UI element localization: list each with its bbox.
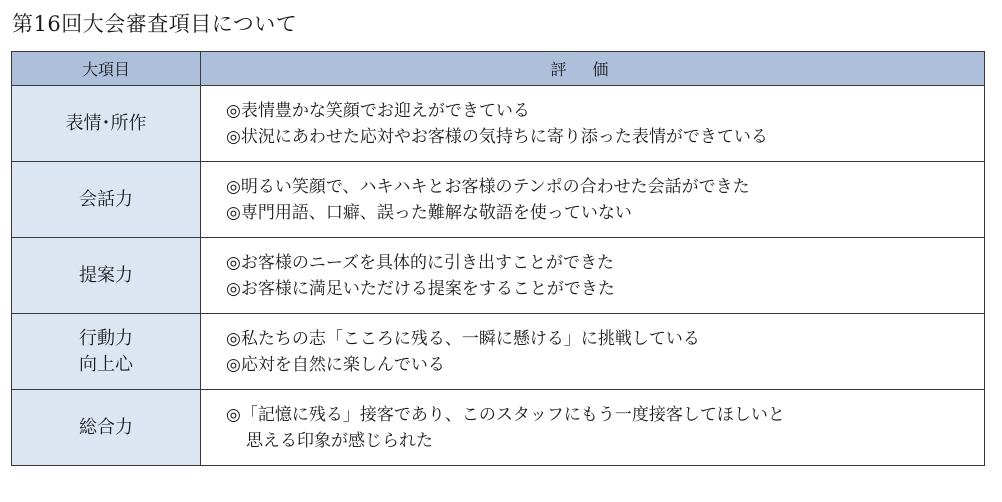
category-cell: 表情･所作 — [12, 86, 201, 162]
header-category: 大項目 — [12, 52, 201, 86]
criterion-line: 思える印象が感じられた — [246, 430, 433, 451]
criteria-cell — [201, 86, 985, 162]
category-cell: 行動力 向上心 — [12, 314, 201, 390]
evaluation-table — [11, 51, 985, 466]
criterion-line: ◎応対を自然に楽しんでいる — [226, 354, 445, 375]
criterion-line: ◎状況にあわせた応対やお客様の気持ちに寄り添った表情ができている — [226, 126, 768, 147]
criterion-line: ◎専門用語、口癖、誤った難解な敬語を使っていない — [226, 202, 632, 223]
criterion-line: ◎表情豊かな笑顔でお迎えができている — [226, 100, 530, 121]
criterion-line: ◎私たちの志「こころに残る、一瞬に懸ける」に挑戦している — [226, 328, 700, 349]
page-title: 第16回大会審査項目について — [12, 12, 298, 36]
table-row — [12, 390, 985, 466]
table-row — [12, 238, 985, 314]
criterion-line: ◎お客様のニーズを具体的に引き出すことができた — [226, 252, 614, 273]
criteria-cell — [201, 390, 985, 466]
criterion-line: ◎「記憶に残る」接客であり、このスタッフにもう一度接客してほしいと — [226, 404, 785, 425]
table-row — [12, 314, 985, 390]
table-row — [12, 162, 985, 238]
header-evaluation: 評価 — [201, 52, 985, 86]
criterion-line: ◎お客様に満足いただける提案をすることができた — [226, 278, 615, 299]
category-cell: 提案力 — [12, 238, 201, 314]
table-row — [12, 86, 985, 162]
category-cell: 会話力 — [12, 162, 201, 238]
criterion-line: ◎明るい笑顔で、ハキハキとお客様のテンポの合わせた会話ができた — [226, 176, 750, 197]
criteria-cell — [201, 238, 985, 314]
criteria-cell — [201, 314, 985, 390]
criteria-cell — [201, 162, 985, 238]
category-cell: 総合力 — [12, 390, 201, 466]
table-header-row — [12, 52, 985, 86]
